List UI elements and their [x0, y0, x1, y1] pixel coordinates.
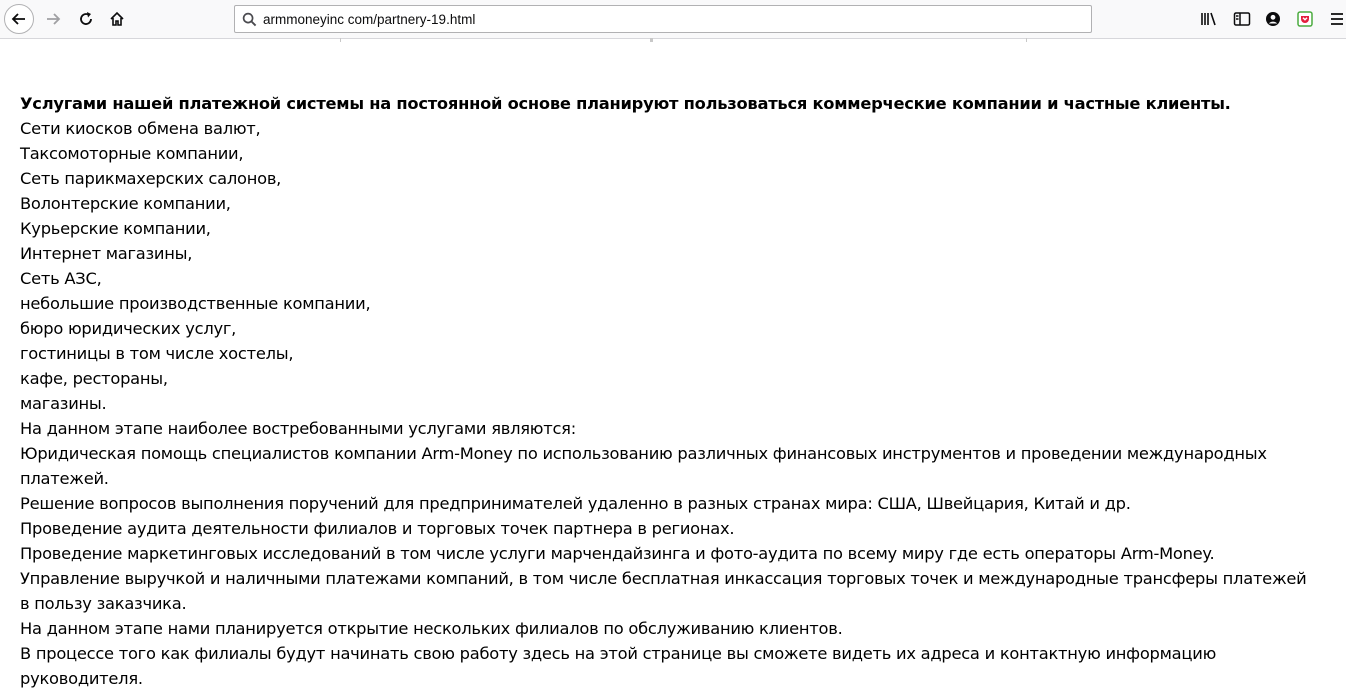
list-item: Сеть парикмахерских салонов, — [20, 169, 282, 188]
menu-button[interactable] — [1326, 8, 1346, 30]
account-icon — [1265, 11, 1281, 27]
pocket-icon — [1297, 11, 1313, 27]
list-item: На данном этапе нами планируется открытие нескольких филиалов по обслуживанию клиентов. — [20, 619, 843, 638]
list-item: Сеть АЗС, — [20, 269, 102, 288]
reload-icon — [78, 11, 94, 27]
back-button[interactable] — [4, 4, 34, 34]
home-icon — [109, 11, 125, 27]
list-item: На данном этапе наиболее востребованными услугами являются: — [20, 419, 576, 438]
home-button[interactable] — [102, 4, 132, 34]
library-button[interactable] — [1198, 8, 1220, 30]
sidebar-icon — [1233, 11, 1251, 27]
pocket-button[interactable] — [1294, 8, 1316, 30]
forward-button[interactable] — [38, 4, 68, 34]
address-bar[interactable] — [234, 5, 1092, 33]
list-item: бюро юридических услуг, — [20, 319, 237, 338]
browser-toolbar — [0, 0, 1346, 39]
list-item: кафе, рестораны, — [20, 369, 168, 388]
clipped-content-edge — [0, 38, 1346, 44]
search-icon — [235, 12, 263, 27]
library-icon — [1200, 11, 1218, 27]
list-item: Юридическая помощь специалистов компании Arm-Money по использованию различных финансовых инструментов и проведении международных платежей. — [20, 444, 1267, 488]
list-item: Решение вопросов выполнения поручений для предпринимателей удаленно в разных странах мира: США, Швейцария, Китай и др. — [20, 494, 1131, 513]
list-item: Таксомоторные компании, — [20, 144, 244, 163]
back-arrow-icon — [11, 11, 27, 27]
menu-icon — [1329, 11, 1345, 27]
sidebar-button[interactable] — [1231, 8, 1253, 30]
list-item: Курьерские компании, — [20, 219, 211, 238]
reload-button[interactable] — [71, 4, 101, 34]
list-item: В процессе того как филиалы будут начинать свою работу здесь на этой странице вы сможете видеть их адреса и контактную информацию руководителя. — [20, 644, 1217, 688]
list-item: магазины. — [20, 394, 107, 413]
list-item: Проведение аудита деятельности филиалов и торговых точек партнера в регионах. — [20, 519, 735, 538]
url-text: armmoneyinc com/partnery-19.html — [263, 11, 476, 27]
forward-arrow-icon — [45, 11, 61, 27]
services-list — [20, 116, 1320, 691]
list-item: гостиницы в том числе хостелы, — [20, 344, 294, 363]
list-item: Проведение маркетинговых исследований в том числе услуги марчендайзинга и фото-аудита по всему миру где есть операторы Arm-Money. — [20, 544, 1215, 563]
account-button[interactable] — [1262, 8, 1284, 30]
intro-heading: Услугами нашей платежной системы на постоянной основе планируют пользоваться коммерческие компании и частные клиенты. — [20, 94, 1231, 113]
list-item: Управление выручкой и наличными платежами компаний, в том числе бесплатная инкассация торговых точек и международные трансферы платежей в пользу заказчика. — [20, 569, 1307, 613]
list-item: Сети киосков обмена валют, — [20, 119, 261, 138]
list-item: небольшие производственные компании, — [20, 294, 371, 313]
list-item: Интернет магазины, — [20, 244, 193, 263]
list-item: Волонтерские компании, — [20, 194, 231, 213]
